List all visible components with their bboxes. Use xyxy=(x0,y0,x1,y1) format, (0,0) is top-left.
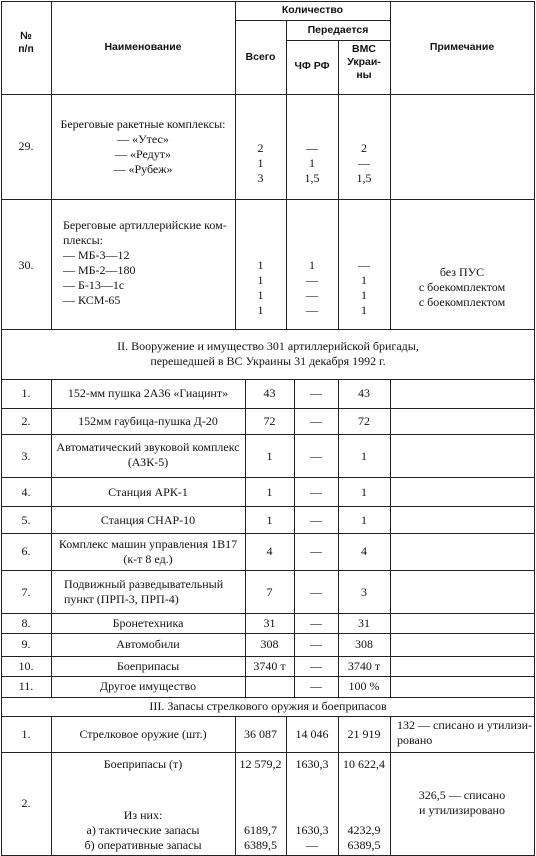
row-bsf: — xyxy=(310,485,322,499)
row-name: Комплекс машин управления 1В17 (к-т 8 ед.) xyxy=(58,537,238,566)
row-number: 10. xyxy=(18,659,34,673)
rule xyxy=(1,716,535,717)
row-total: 4 xyxy=(266,544,273,558)
row-total: 1 xyxy=(266,485,273,499)
row-bsf: — xyxy=(310,585,322,599)
row-name: 152мм гаубица-пушка Д-20 xyxy=(78,414,218,428)
rule xyxy=(1,477,535,478)
row-total: 1 1 1 1 xyxy=(257,258,264,317)
rule xyxy=(235,20,390,21)
row-number: 29. xyxy=(18,139,34,153)
row-total: 7 xyxy=(266,585,273,599)
rule xyxy=(1,613,535,614)
row-bsf: 1630,3 xyxy=(295,757,329,771)
rule xyxy=(1,570,535,571)
row-navy: 72 xyxy=(358,414,370,428)
row-note: 132 — списано и утилизи- ровано xyxy=(397,718,533,747)
rule xyxy=(1,434,535,435)
rule xyxy=(1,533,535,534)
rule xyxy=(1,1,535,2)
rule xyxy=(1,697,535,698)
row-number: 9. xyxy=(21,637,31,651)
row-total: 12 579,2 xyxy=(239,757,282,771)
row-navy: 1 xyxy=(361,513,367,527)
row-bsf: — xyxy=(310,449,322,463)
row-number: 5. xyxy=(21,513,31,527)
rule xyxy=(1,329,535,330)
header-number: № п/п xyxy=(18,30,34,55)
row-navy-detail: 4232,9 6389,5 xyxy=(347,823,381,852)
rule xyxy=(390,379,391,697)
row-total: 31 xyxy=(263,616,276,630)
row-note: 326,5 — списано и утилизировано xyxy=(418,788,506,817)
rule xyxy=(1,199,535,200)
section-title: III. Запасы стрелкового оружия и боеприпасов xyxy=(149,699,387,713)
row-navy: 21 919 xyxy=(347,727,381,741)
header-bsf: ЧФ РФ xyxy=(294,60,330,72)
row-name: Подвижный разведывательный пункт (ПРП-3, ПРП-4) xyxy=(64,577,224,606)
row-bsf: — xyxy=(310,513,322,527)
row-number: 1. xyxy=(21,727,31,741)
rule xyxy=(1,94,535,95)
row-navy: 1 xyxy=(361,485,367,499)
header-transferred: Передается xyxy=(307,24,369,36)
row-navy: 308 xyxy=(355,637,373,651)
row-total: 72 xyxy=(263,414,276,428)
row-navy: 2 — 1,5 xyxy=(356,141,372,185)
row-number: 6. xyxy=(21,544,31,558)
row-bsf: 1 — — — xyxy=(306,258,318,317)
row-number: 11. xyxy=(18,679,34,693)
row-total: 308 xyxy=(260,637,279,651)
row-bsf: — xyxy=(310,386,322,400)
row-name: Боеприпасы (т) xyxy=(103,757,183,771)
row-bsf: — 1 1,5 xyxy=(304,141,320,185)
rule xyxy=(1,752,535,753)
row-name: Станция СНАР-10 xyxy=(100,513,196,527)
row-number: 2. xyxy=(21,414,31,428)
row-bsf-detail: 1630,3 — xyxy=(295,823,329,852)
header-note: Примечание xyxy=(429,41,495,53)
rule xyxy=(1,633,535,634)
rule xyxy=(1,656,535,657)
row-note: без ПУС с боекомплектом с боекомплектом xyxy=(418,265,506,309)
row-bsf: — xyxy=(310,616,322,630)
row-number: 4. xyxy=(21,485,31,499)
row-navy: 43 xyxy=(358,386,370,400)
row-navy: 4 xyxy=(361,544,367,558)
row-navy: 100 % xyxy=(348,679,380,693)
header-name: Наименование xyxy=(104,41,182,53)
rule xyxy=(1,676,535,677)
row-bsf: — xyxy=(310,659,322,673)
row-name: Стрелковое оружие (шт.) xyxy=(79,727,207,741)
row-name: Автомобили xyxy=(116,637,180,651)
row-total-detail: 6189,7 6389,5 xyxy=(244,823,277,852)
row-total: 2 1 3 xyxy=(257,141,264,185)
header-total: Всего xyxy=(245,51,276,63)
row-navy: 31 xyxy=(358,616,370,630)
rule xyxy=(390,716,391,856)
rule xyxy=(1,408,535,409)
rule xyxy=(534,1,535,856)
row-bsf: — xyxy=(310,679,322,693)
row-total: 43 xyxy=(263,386,276,400)
row-navy: 10 622,4 xyxy=(343,757,385,771)
rule xyxy=(1,379,535,380)
row-total: 3740 т xyxy=(253,659,286,673)
row-number: 8. xyxy=(21,616,31,630)
row-bsf: 14 046 xyxy=(295,727,329,741)
row-navy: 3 xyxy=(361,585,367,599)
row-number: 1. xyxy=(21,386,31,400)
row-name: Автоматический звуковой комплекс (АЗК-5) xyxy=(56,440,240,469)
row-bsf: — xyxy=(310,637,322,651)
row-navy: 3740 т xyxy=(347,659,381,673)
header-navy: ВМС Украи- ны xyxy=(347,43,381,81)
row-name: Боеприпасы xyxy=(116,659,180,673)
row-bsf: — xyxy=(310,544,322,558)
row-name-detail: Из них: а) тактические запасы б) оперативные запасы xyxy=(84,808,202,852)
row-number: 7. xyxy=(21,585,31,599)
row-total: 1 xyxy=(266,513,273,527)
row-bsf: — xyxy=(310,414,322,428)
row-name: Другое имущество xyxy=(99,679,197,693)
row-number: 3. xyxy=(21,449,31,463)
row-total: 36 087 xyxy=(244,727,277,741)
row-name: Станция АРК-1 xyxy=(108,485,188,499)
row-navy: — 1 1 1 xyxy=(358,258,370,317)
row-navy: 1 xyxy=(361,449,367,463)
row-name: Береговые артиллерийские ком- плексы: — МБ-3—12 — МБ-2—180 — Б-13—1с — КСМ-65 xyxy=(63,218,227,307)
row-name: 152-мм пушка 2А36 «Гиацинт» xyxy=(67,386,229,400)
row-name: Бронетехника xyxy=(112,616,184,630)
header-quantity: Количество xyxy=(281,4,344,16)
row-number: 30. xyxy=(18,258,34,272)
row-name: Береговые ракетные комплексы: — «Утес» — «Редут» — «Рубеж» xyxy=(60,117,226,176)
rule xyxy=(1,506,535,507)
row-number: 2. xyxy=(21,796,31,810)
row-total: 1 xyxy=(266,449,273,463)
section-title: II. Вооружение и имущество 301 артиллерийской бригады, перешедшей в ВС Украины 31 декабря 1992 г. xyxy=(117,339,419,368)
